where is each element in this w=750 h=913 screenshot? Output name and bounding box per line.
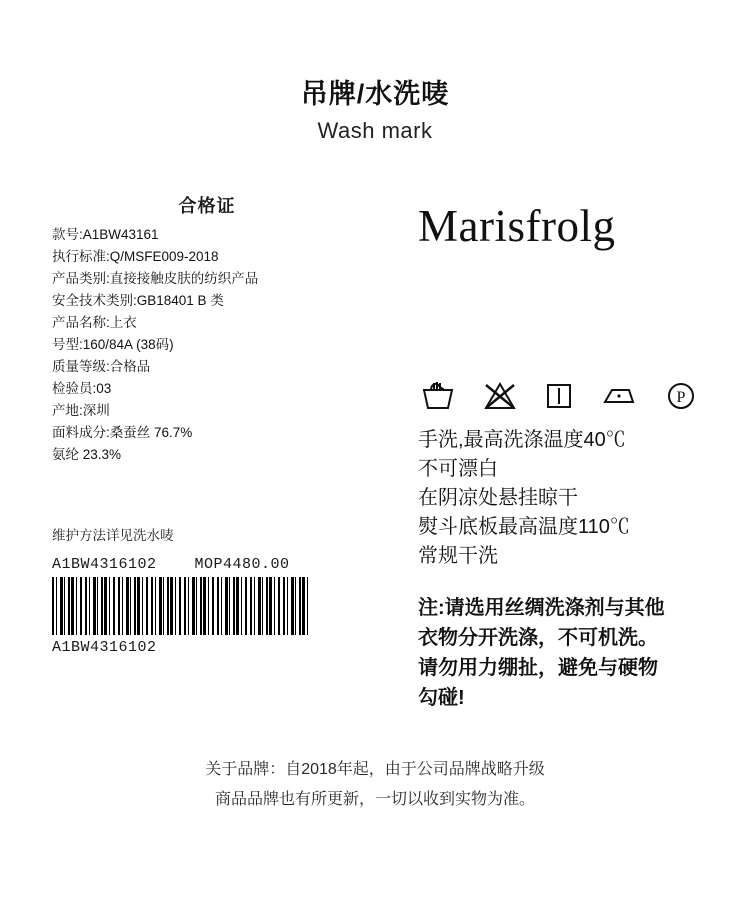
- footer-line: 关于品牌：自2018年起，由于公司品牌战略升级: [205, 761, 545, 778]
- page-title-en: Wash mark: [317, 117, 433, 143]
- warning-line: 请勿用力绷扯，避免与硬物: [418, 656, 658, 679]
- cert-row-label: 产品名称:: [52, 314, 110, 330]
- cert-row-label: 检验员:: [52, 380, 97, 396]
- warning-line: 衣物分开洗涤，不可机洗。: [418, 626, 658, 649]
- hand-wash-icon: [420, 380, 456, 412]
- care-symbols-row: [420, 380, 698, 412]
- cert-row-label: 安全技术类别:: [52, 292, 137, 308]
- list-item: [52, 312, 378, 334]
- barcode-caption: A1BW4316102: [52, 638, 157, 656]
- care-instruction-line: 熨斗底板最高温度110℃: [418, 515, 630, 538]
- barcode-block: [52, 556, 378, 656]
- list-item: [52, 246, 378, 268]
- warning-line: 勾碰!: [418, 686, 465, 709]
- warning-block: [418, 593, 698, 713]
- main-content: [0, 192, 750, 713]
- drip-dry-in-shade-icon: [544, 380, 574, 412]
- cert-row-label: 执行标准:: [52, 248, 110, 264]
- cert-row-value: 合格品: [109, 358, 151, 374]
- list-item: [52, 268, 378, 290]
- care-instruction-line: 常规干洗: [418, 544, 498, 567]
- cert-row-label: 款号:: [52, 226, 83, 242]
- cert-row-value: 23.3%: [82, 446, 122, 462]
- care-instruction-line: 手洗,最高洗涤温度40℃: [418, 428, 626, 451]
- cert-row-value: 直接接触皮肤的纺织产品: [109, 270, 259, 286]
- certificate-list: [52, 224, 378, 466]
- care-instruction-line: 不可漂白: [418, 457, 498, 480]
- list-item: [52, 400, 378, 422]
- cert-row-label: 面料成分:: [52, 424, 110, 440]
- cert-row-value: 160/84A (38码): [82, 336, 174, 352]
- page-title-cn: 吊牌/水洗唛: [300, 79, 450, 109]
- cert-row-value: 深圳: [82, 402, 110, 418]
- list-item: [52, 334, 378, 356]
- brand-logo: Marisfrolg: [418, 200, 616, 251]
- footer-line: 商品品牌也有所更新，一切以收到实物为准。: [214, 791, 535, 808]
- cert-row-value: A1BW43161: [82, 226, 159, 242]
- certificate-panel: [52, 192, 378, 656]
- cert-row-label: 氨纶: [52, 446, 79, 462]
- care-instruction-line: 在阴凉处悬挂晾干: [418, 486, 578, 509]
- list-item: [52, 378, 378, 400]
- list-item: [52, 290, 378, 312]
- page-header: [0, 0, 750, 144]
- cert-row-value: 桑蚕丝 76.7%: [109, 424, 193, 440]
- care-note: 维护方法详见洗水唛: [52, 527, 174, 543]
- list-item: [52, 356, 378, 378]
- dry-clean-p-icon: [664, 380, 698, 412]
- cert-row-label: 号型:: [52, 336, 83, 352]
- cert-row-label: 产地:: [52, 402, 83, 418]
- care-instructions-list: [418, 426, 698, 571]
- cert-row-label: 质量等级:: [52, 358, 110, 374]
- cert-row-value: 上衣: [109, 314, 137, 330]
- cert-row-value: Q/MSFE009-2018: [109, 248, 219, 264]
- cert-row-value: GB18401 B 类: [136, 292, 224, 308]
- cert-row-value: 03: [96, 380, 112, 396]
- cert-row-label: 产品类别:: [52, 270, 110, 286]
- footer-note: [0, 755, 750, 815]
- barcode-number-line: A1BW4316102 MOP4480.00: [52, 555, 290, 573]
- svg-text:P: P: [676, 388, 686, 406]
- wash-instructions-panel: [378, 192, 698, 713]
- do-not-bleach-icon: [482, 380, 518, 412]
- list-item: [52, 224, 378, 246]
- list-item: [52, 444, 378, 466]
- list-item: [52, 422, 378, 444]
- warning-line: 注:请选用丝绸洗涤剂与其他: [418, 596, 665, 619]
- iron-low-temp-icon: [600, 380, 638, 412]
- barcode-image: [52, 577, 310, 635]
- certificate-title: 合格证: [178, 195, 236, 216]
